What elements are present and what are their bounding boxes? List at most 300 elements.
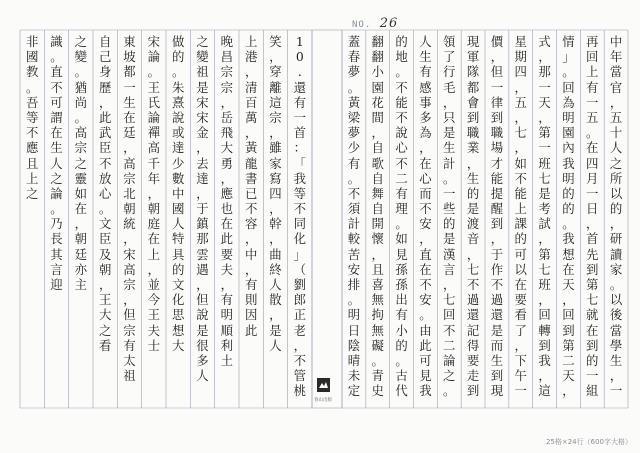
manuscript-char: ，	[538, 292, 551, 308]
manuscript-char: 上	[25, 170, 39, 186]
manuscript-char: 園	[371, 79, 384, 95]
manuscript-char: 庭	[147, 216, 161, 232]
manuscript-char: 現	[490, 383, 504, 399]
manuscript-char: 宋	[123, 246, 136, 262]
manuscript-char: 。	[171, 64, 185, 80]
manuscript-char: 0	[295, 49, 304, 65]
manuscript-char: 同	[293, 216, 307, 232]
manuscript-char: 中	[609, 34, 623, 49]
manuscript-char: 不	[244, 201, 258, 217]
manuscript-char: 宋	[147, 34, 161, 49]
manuscript-char: 放	[98, 170, 112, 186]
manuscript-char: 一	[586, 185, 599, 201]
manuscript-char: 。	[347, 79, 361, 95]
manuscript-char: 夫	[220, 261, 234, 277]
manuscript-char: 少	[171, 155, 185, 171]
manuscript-char: 並	[147, 277, 161, 292]
manuscript-char: 不	[395, 109, 408, 125]
manuscript-char: 到	[562, 322, 575, 338]
stamp-caption: 春山出版	[314, 398, 332, 403]
manuscript-char: 四	[514, 64, 527, 80]
manuscript-char: 非	[25, 34, 39, 49]
manuscript-char: ，	[514, 79, 527, 95]
manuscript-char: 事	[419, 94, 432, 110]
manuscript-char: 說	[196, 307, 209, 323]
manuscript-char: 到	[538, 337, 551, 353]
manuscript-char: 祖	[196, 64, 209, 80]
manuscript-char: 轉	[538, 322, 551, 338]
manuscript-char: 說	[395, 125, 408, 141]
manuscript-char: ，	[98, 277, 112, 292]
manuscript-char: 得	[466, 337, 480, 353]
manuscript-char: ，	[609, 216, 623, 232]
manuscript-char: 勇	[220, 155, 234, 171]
manuscript-char: ，	[538, 231, 551, 247]
manuscript-char: 如	[514, 155, 527, 171]
manuscript-char: 。	[443, 383, 456, 399]
manuscript-char: ，	[562, 383, 575, 399]
manuscript-char: 太	[123, 352, 136, 368]
manuscript-char: 組	[586, 383, 599, 399]
manuscript-char: 。	[443, 170, 456, 186]
manuscript-char: 利	[220, 337, 234, 353]
manuscript-char: 人	[196, 368, 209, 384]
manuscript-char: 宗	[74, 140, 88, 156]
manuscript-char: 之	[609, 155, 623, 171]
manuscript-char: 孫	[395, 261, 408, 277]
manuscript-char: 等	[293, 185, 307, 201]
manuscript-char: 臣	[98, 140, 112, 156]
manuscript-char: 到	[490, 109, 504, 125]
manuscript-char: 現	[466, 34, 480, 49]
manuscript-char: 散	[269, 292, 282, 308]
manuscript-char: 回	[562, 79, 575, 95]
manuscript-char: 能	[490, 170, 504, 186]
manuscript-char: ，	[244, 125, 258, 141]
manuscript-char: 論	[50, 185, 63, 201]
manuscript-char: 定	[347, 383, 361, 399]
manuscript-char: （	[293, 261, 307, 277]
manuscript-char: 但	[196, 292, 209, 308]
manuscript-char: 到	[586, 337, 599, 353]
manuscript-char: 國	[25, 49, 39, 65]
manuscript-char: 。	[50, 201, 63, 217]
manuscript-char: 課	[514, 216, 527, 232]
manuscript-char: 宋	[196, 109, 209, 125]
manuscript-char: 翻	[371, 34, 384, 49]
manuscript-char: 尚	[74, 94, 88, 110]
manuscript-char: 見	[419, 368, 432, 384]
manuscript-char: 回	[538, 307, 551, 323]
manuscript-char: 我	[293, 170, 307, 186]
manuscript-char: 有	[220, 292, 234, 308]
manuscript-char: 研	[609, 231, 623, 247]
manuscript-char: 教	[25, 64, 39, 80]
manuscript-char: 金	[196, 125, 209, 141]
manuscript-char: ，	[443, 277, 456, 292]
manuscript-char: 而	[490, 337, 504, 353]
manuscript-char: 梁	[347, 109, 361, 125]
manuscript-char: ，	[244, 261, 258, 277]
manuscript-char: 。	[50, 49, 63, 65]
manuscript-char: 拘	[371, 307, 384, 323]
manuscript-char: 了	[514, 322, 527, 338]
manuscript-char: 為	[419, 125, 432, 141]
manuscript-char: 二	[443, 337, 456, 353]
manuscript-char: 坡	[123, 49, 136, 65]
manuscript-char: 一	[123, 79, 136, 95]
manuscript-char: 作	[490, 261, 504, 277]
manuscript-char: 都	[123, 64, 136, 80]
manuscript-char: 月	[586, 170, 599, 186]
manuscript-char: 春	[347, 49, 361, 65]
manuscript-char: 礙	[371, 337, 384, 353]
right-page-column	[419, 34, 432, 399]
manuscript-char: 一	[443, 185, 456, 201]
manuscript-char: 我	[538, 352, 551, 368]
left-page-column	[50, 34, 63, 292]
manuscript-char: 到	[490, 216, 504, 232]
manuscript-char: 順	[220, 322, 234, 338]
manuscript-char: 喜	[371, 277, 384, 292]
manuscript-char: 千	[147, 155, 161, 171]
manuscript-char: 中	[171, 185, 185, 201]
manuscript-char: 氏	[147, 94, 161, 110]
manuscript-char: 不	[443, 322, 456, 338]
manuscript-char: 言	[443, 261, 456, 277]
manuscript-char: 第	[538, 125, 551, 141]
manuscript-char: 懷	[371, 231, 384, 247]
manuscript-char: 于	[196, 201, 209, 217]
manuscript-char: ，	[269, 201, 282, 217]
manuscript-char: 的	[443, 216, 456, 232]
manuscript-char: 管	[293, 368, 307, 384]
manuscript-char: 此	[98, 109, 112, 125]
manuscript-char: ，	[147, 261, 161, 277]
manuscript-char: 首	[293, 125, 307, 141]
manuscript-char: 在	[514, 277, 527, 292]
left-page-column	[74, 34, 87, 292]
manuscript-char: 且	[371, 261, 384, 277]
manuscript-char: 正	[293, 307, 307, 323]
manuscript-char: 。	[25, 79, 39, 95]
manuscript-char: 安	[419, 292, 432, 308]
manuscript-char: 離	[269, 79, 282, 95]
manuscript-char: 領	[443, 34, 456, 49]
manuscript-char: 己	[98, 49, 112, 65]
manuscript-char: 自	[98, 34, 112, 49]
manuscript-char: 朱	[171, 79, 185, 95]
manuscript-char: 生	[490, 352, 504, 368]
manuscript-char: 軍	[466, 49, 480, 65]
manuscript-char: 無	[371, 322, 384, 338]
manuscript-char: 能	[514, 185, 527, 201]
manuscript-char: 北	[123, 185, 136, 201]
manuscript-char: 由	[419, 322, 432, 338]
manuscript-char: 宋	[196, 94, 209, 110]
manuscript-char: 是	[490, 322, 504, 338]
manuscript-char: 醒	[490, 201, 504, 217]
manuscript-char: 有	[293, 94, 307, 110]
manuscript-char: 第	[586, 277, 599, 292]
manuscript-char: 國	[171, 201, 185, 217]
manuscript-char: 十	[609, 125, 623, 141]
manuscript-char: 鎮	[196, 216, 209, 232]
manuscript-char: 年	[609, 49, 623, 65]
manuscript-char: 花	[371, 94, 384, 110]
manuscript-char: 能	[395, 94, 408, 110]
manuscript-char: 小	[371, 64, 384, 80]
manuscript-char: 蓋	[347, 34, 361, 49]
manuscript-char: 較	[347, 231, 361, 247]
manuscript-char: 是	[269, 322, 282, 338]
manuscript-char: 廷	[74, 246, 88, 262]
manuscript-char: 雖	[269, 140, 282, 156]
manuscript-char: 晴	[347, 352, 361, 368]
manuscript-char: 」	[293, 246, 307, 262]
manuscript-char: 七	[538, 170, 551, 186]
manuscript-char: 昌	[220, 49, 234, 65]
manuscript-char: 明	[347, 307, 361, 323]
manuscript-char: 漢	[443, 246, 456, 262]
manuscript-char: 所	[609, 170, 623, 186]
manuscript-char: 再	[586, 34, 599, 49]
manuscript-char: 但	[123, 307, 136, 323]
manuscript-char: 人	[50, 155, 63, 171]
manuscript-char: 古	[395, 368, 408, 384]
manuscript-char: ，	[98, 94, 112, 110]
manuscript-char: 的	[395, 34, 408, 49]
manuscript-char: 那	[538, 64, 551, 80]
manuscript-char: 計	[443, 155, 456, 171]
left-page-column	[123, 34, 136, 383]
manuscript-char: 人	[269, 337, 282, 353]
manuscript-char: 家	[609, 261, 623, 277]
manuscript-char: 士	[147, 337, 161, 353]
manuscript-char: 生	[443, 140, 456, 156]
manuscript-char: 宗	[123, 322, 136, 338]
manuscript-char: 下	[514, 352, 527, 368]
manuscript-char: 有	[347, 155, 361, 171]
manuscript-char: 心	[419, 170, 432, 186]
manuscript-char: 到	[490, 368, 504, 384]
manuscript-char: ，	[196, 140, 209, 156]
manuscript-char: 自	[371, 170, 384, 186]
manuscript-char: 走	[466, 368, 480, 384]
manuscript-char: 祖	[123, 368, 136, 384]
manuscript-char: 的	[586, 352, 599, 368]
manuscript-char: 。	[419, 307, 432, 323]
manuscript-char: 的	[562, 201, 575, 217]
manuscript-char: 在	[586, 140, 599, 156]
manuscript-char: 直	[419, 246, 432, 262]
manuscript-char: 生	[419, 49, 432, 65]
manuscript-char: 上	[586, 64, 599, 80]
manuscript-char: 黃	[244, 140, 258, 156]
manuscript-char: 隊	[466, 64, 480, 80]
manuscript-char: 是	[466, 201, 480, 217]
manuscript-char: ，	[419, 140, 432, 156]
left-page-column	[293, 34, 306, 399]
manuscript-char: 渡	[466, 216, 480, 232]
manuscript-char: 的	[171, 261, 185, 277]
manuscript-char: 排	[347, 277, 361, 292]
manuscript-char: 記	[466, 322, 480, 338]
manuscript-char: 長	[50, 231, 63, 247]
manuscript-char: 宗	[269, 109, 282, 125]
manuscript-char: 上	[514, 201, 527, 217]
manuscript-char: 笑	[269, 34, 282, 49]
manuscript-char: ，	[514, 337, 527, 353]
manuscript-char: 吾	[25, 94, 39, 110]
manuscript-char: 到	[466, 109, 480, 125]
manuscript-char: 論	[443, 352, 456, 368]
manuscript-char: 安	[419, 216, 432, 232]
manuscript-char: 。	[74, 64, 88, 80]
manuscript-char: 式	[538, 34, 551, 49]
manuscript-char: 多	[196, 352, 209, 368]
sheet-footer: 25格×24行（600字大格）	[545, 438, 632, 446]
manuscript-char: 王	[147, 79, 161, 95]
manuscript-char: ，	[538, 109, 551, 125]
right-page-column	[371, 34, 384, 399]
manuscript-char: 。	[395, 352, 408, 368]
manuscript-char: 職	[490, 125, 504, 141]
manuscript-char: 主	[74, 277, 88, 292]
manuscript-char: 朝	[74, 231, 88, 247]
manuscript-char: 出	[395, 292, 408, 308]
manuscript-char: 是	[443, 231, 456, 247]
manuscript-char: 變	[74, 49, 88, 65]
manuscript-char: 有	[419, 64, 432, 80]
manuscript-char: 劉	[293, 277, 307, 292]
manuscript-char: 靈	[74, 170, 88, 186]
manuscript-char: 音	[466, 231, 480, 247]
manuscript-char: 安	[347, 261, 361, 277]
manuscript-char: ，	[514, 140, 527, 156]
manuscript-char: 。	[395, 216, 408, 232]
manuscript-char: 可	[50, 94, 63, 110]
manuscript-char: 小	[395, 322, 408, 338]
manuscript-char: 有	[123, 337, 136, 353]
manuscript-char: 港	[244, 49, 258, 65]
manuscript-char: ，	[244, 64, 258, 80]
manuscript-char: 而	[419, 185, 432, 201]
manuscript-char: 夫	[147, 322, 161, 338]
manuscript-char: 在	[74, 201, 88, 217]
manuscript-char: ，	[466, 246, 480, 262]
manuscript-char: 生	[123, 94, 136, 110]
manuscript-char: 桃	[293, 383, 307, 399]
manuscript-char: 那	[196, 231, 209, 247]
manuscript-char: 中	[244, 246, 258, 262]
manuscript-char: 五	[586, 109, 599, 125]
manuscript-char: 提	[490, 185, 504, 201]
manuscript-char: 多	[419, 109, 432, 125]
manuscript-char: 百	[244, 94, 258, 110]
manuscript-char: 未	[347, 368, 361, 384]
manuscript-char: ，	[269, 231, 282, 247]
manuscript-char: 理	[395, 201, 408, 217]
manuscript-char: 猶	[74, 79, 88, 95]
page-number-value: 26	[379, 16, 399, 31]
manuscript-char: 回	[562, 307, 575, 323]
manuscript-char: ，	[371, 246, 384, 262]
manuscript-char: 自	[371, 140, 384, 156]
manuscript-char: 應	[25, 140, 39, 156]
manuscript-char: 明	[220, 307, 234, 323]
manuscript-char: 。	[395, 64, 408, 80]
manuscript-char: 有	[395, 307, 408, 323]
manuscript-char: 可	[419, 352, 432, 368]
manuscript-char: 以	[609, 185, 623, 201]
manuscript-char: 宗	[220, 79, 234, 95]
manuscript-char: 不	[395, 79, 408, 95]
manuscript-char: ，	[538, 368, 551, 384]
manuscript-char: 明	[562, 170, 575, 186]
manuscript-char: 朝	[98, 261, 112, 277]
manuscript-char: 王	[98, 292, 112, 308]
manuscript-char: 要	[220, 246, 234, 262]
manuscript-char: 的	[171, 49, 185, 65]
manuscript-char: 宗	[123, 277, 136, 292]
manuscript-char: 1	[295, 34, 304, 49]
manuscript-char: 曲	[269, 246, 282, 262]
manuscript-char: 不	[347, 185, 361, 201]
manuscript-char: 。	[371, 352, 384, 368]
manuscript-char: 容	[244, 216, 258, 232]
manuscript-char: ，	[147, 185, 161, 201]
manuscript-char: 應	[220, 185, 234, 201]
manuscript-char: 歌	[371, 155, 384, 171]
manuscript-char: 青	[371, 368, 384, 384]
manuscript-char: 少	[347, 140, 361, 156]
manuscript-char: 讀	[609, 246, 623, 262]
right-page-column	[395, 34, 408, 399]
manuscript-char: 價	[490, 34, 504, 49]
manuscript-char: 就	[586, 307, 599, 323]
manuscript-char: 我	[419, 383, 432, 399]
manuscript-char: 孫	[395, 277, 408, 292]
manuscript-char: ，	[196, 185, 209, 201]
manuscript-char: 家	[269, 155, 282, 171]
manuscript-char: 東	[123, 34, 136, 49]
manuscript-char: 之	[98, 322, 112, 338]
manuscript-char: 宗	[220, 64, 234, 80]
right-page-column	[562, 34, 575, 399]
manuscript-char: 職	[466, 125, 480, 141]
manuscript-char: 間	[371, 109, 384, 125]
manuscript-char: 一	[538, 79, 551, 95]
right-page-column	[347, 34, 360, 399]
manuscript-char: 開	[371, 216, 384, 232]
manuscript-char: ，	[371, 125, 384, 141]
manuscript-char: 達	[196, 170, 209, 186]
manuscript-char: 此	[419, 337, 432, 353]
manuscript-char: 雲	[196, 246, 209, 262]
manuscript-char: ，	[244, 231, 258, 247]
manuscript-char: ，	[74, 216, 88, 232]
manuscript-char: 飛	[220, 125, 234, 141]
manuscript-char: 變	[196, 49, 209, 65]
manuscript-char: 回	[443, 307, 456, 323]
manuscript-char: 班	[538, 277, 551, 292]
manuscript-char: 內	[562, 140, 575, 156]
manuscript-char: ，	[609, 94, 623, 110]
manuscript-char: 也	[220, 201, 234, 217]
manuscript-char: 明	[562, 109, 575, 125]
manuscript-char: 的	[609, 201, 623, 217]
